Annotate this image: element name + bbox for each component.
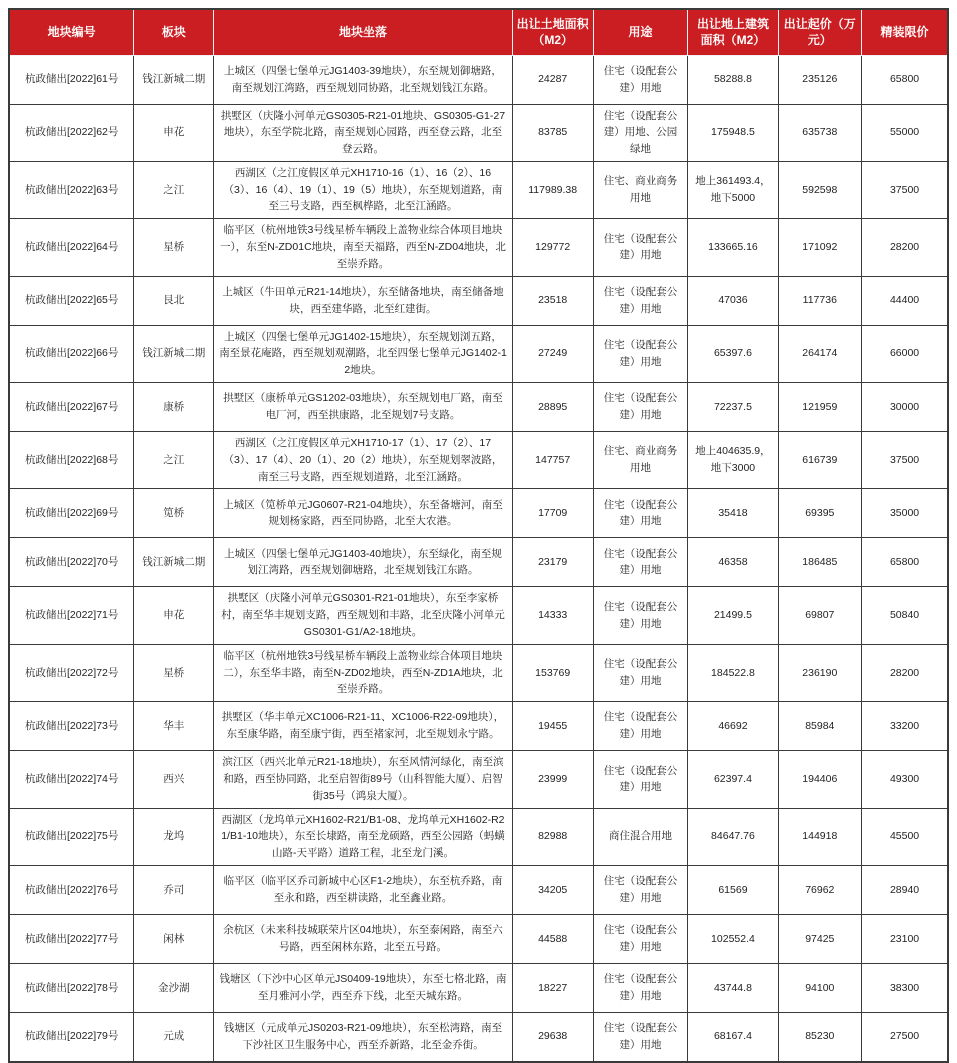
table-row [9,866,948,915]
cell-usage: 住宅（设配套公建）用地 [593,587,688,644]
table-row [9,161,948,218]
cell-land-area: 147757 [512,432,593,489]
cell-land-area: 19455 [512,702,593,751]
cell-district: 钱江新城二期 [134,538,214,587]
cell-building-area: 184522.8 [688,644,778,701]
cell-starting-price: 117736 [778,276,862,325]
cell-usage: 住宅（设配套公建）用地 [593,489,688,538]
cell-location: 临平区（杭州地铁3号线星桥车辆段上盖物业综合体项目地块二），东至华丰路，南至N-ZD02地块，西至N-ZD1A地块，北至崇乔路。 [214,644,513,701]
table-body [9,55,948,1062]
cell-plot-number: 杭政储出[2022]62号 [9,104,134,161]
cell-district: 钱江新城二期 [134,55,214,104]
cell-land-area: 27249 [512,325,593,382]
cell-decoration-price-cap: 66000 [862,325,948,382]
cell-land-area: 34205 [512,866,593,915]
cell-plot-number: 杭政储出[2022]67号 [9,383,134,432]
cell-location: 钱塘区（元成单元JS0203-R21-09地块），东至松湾路，南至下沙社区卫生服务中心，西至乔新路，北至金乔街。 [214,1013,513,1062]
col-header-district: 板块 [134,9,214,55]
cell-district: 星桥 [134,219,214,276]
table-header [9,9,948,55]
cell-plot-number: 杭政储出[2022]77号 [9,915,134,964]
col-header-land-area: 出让土地面积（M2） [512,9,593,55]
cell-district: 申花 [134,587,214,644]
table-row [9,964,948,1013]
cell-decoration-price-cap: 28940 [862,866,948,915]
cell-plot-number: 杭政储出[2022]73号 [9,702,134,751]
cell-usage: 住宅（设配套公建）用地 [593,751,688,808]
cell-district: 申花 [134,104,214,161]
cell-land-area: 83785 [512,104,593,161]
cell-building-area: 175948.5 [688,104,778,161]
cell-decoration-price-cap: 33200 [862,702,948,751]
cell-starting-price: 194406 [778,751,862,808]
cell-plot-number: 杭政储出[2022]63号 [9,161,134,218]
cell-starting-price: 76962 [778,866,862,915]
cell-building-area: 65397.6 [688,325,778,382]
cell-land-area: 82988 [512,808,593,865]
cell-district: 元成 [134,1013,214,1062]
cell-starting-price: 85230 [778,1013,862,1062]
cell-land-area: 153769 [512,644,593,701]
cell-land-area: 18227 [512,964,593,1013]
cell-district: 之江 [134,161,214,218]
cell-decoration-price-cap: 49300 [862,751,948,808]
col-header-plot-number: 地块编号 [9,9,134,55]
cell-district: 之江 [134,432,214,489]
col-header-building-area: 出让地上建筑面积（M2） [688,9,778,55]
table-row [9,808,948,865]
cell-land-area: 28895 [512,383,593,432]
cell-building-area: 地上404635.9，地下3000 [688,432,778,489]
table-row [9,489,948,538]
cell-plot-number: 杭政储出[2022]68号 [9,432,134,489]
cell-land-area: 29638 [512,1013,593,1062]
cell-starting-price: 97425 [778,915,862,964]
cell-decoration-price-cap: 28200 [862,644,948,701]
cell-building-area: 47036 [688,276,778,325]
header-row [9,9,948,55]
col-header-usage: 用途 [593,9,688,55]
cell-usage: 住宅（设配套公建）用地 [593,219,688,276]
col-header-starting-price: 出让起价（万元） [778,9,862,55]
cell-location: 拱墅区（庆隆小河单元GS0305-R21-01地块、GS0305-G1-27地块），东至学院北路，南至规划心园路，西至登云路，北至登云路。 [214,104,513,161]
table-row [9,538,948,587]
cell-usage: 住宅（设配套公建）用地 [593,538,688,587]
cell-location: 西湖区（龙坞单元XH1602-R21/B1-08、龙坞单元XH1602-R21/B1-10地块），东至长埭路，南至龙硕路，西至公园路（蚂蟥山路-天平路）道路工程，北至龙门溪。 [214,808,513,865]
cell-decoration-price-cap: 37500 [862,432,948,489]
cell-district: 星桥 [134,644,214,701]
cell-starting-price: 186485 [778,538,862,587]
table-row [9,915,948,964]
cell-building-area: 72237.5 [688,383,778,432]
cell-starting-price: 144918 [778,808,862,865]
cell-decoration-price-cap: 65800 [862,538,948,587]
cell-plot-number: 杭政储出[2022]65号 [9,276,134,325]
cell-location: 余杭区（未来科技城联荣片区04地块），东至泰闲路，南至六号路，西至闲林东路，北至五号路。 [214,915,513,964]
cell-usage: 商住混合用地 [593,808,688,865]
cell-location: 上城区（四堡七堡单元JG1403-39地块），东至规划御塘路，南至规划江湾路，西至规划同协路，北至规划钱江东路。 [214,55,513,104]
table-row [9,219,948,276]
cell-starting-price: 236190 [778,644,862,701]
cell-decoration-price-cap: 35000 [862,489,948,538]
cell-location: 西湖区（之江度假区单元XH1710-16（1）、16（2）、16（3）、16（4）、19（1）、19（5）地块），东至规划道路，南至三号支路，西至枫桦路，北至江涵路。 [214,161,513,218]
cell-building-area: 58288.8 [688,55,778,104]
cell-starting-price: 171092 [778,219,862,276]
cell-building-area: 68167.4 [688,1013,778,1062]
cell-location: 拱墅区（康桥单元GS1202-03地块），东至规划电厂路，南至电厂河，西至拱康路，北至规划7号支路。 [214,383,513,432]
cell-building-area: 62397.4 [688,751,778,808]
cell-plot-number: 杭政储出[2022]79号 [9,1013,134,1062]
cell-district: 钱江新城二期 [134,325,214,382]
cell-plot-number: 杭政储出[2022]64号 [9,219,134,276]
cell-building-area: 102552.4 [688,915,778,964]
cell-building-area: 43744.8 [688,964,778,1013]
cell-plot-number: 杭政储出[2022]69号 [9,489,134,538]
cell-decoration-price-cap: 45500 [862,808,948,865]
cell-plot-number: 杭政储出[2022]74号 [9,751,134,808]
cell-location: 临平区（临平区乔司新城中心区F1-2地块），东至杭乔路，南至永和路，西至耕读路，北至鑫业路。 [214,866,513,915]
cell-plot-number: 杭政储出[2022]71号 [9,587,134,644]
cell-building-area: 133665.16 [688,219,778,276]
cell-building-area: 地上361493.4，地下5000 [688,161,778,218]
cell-usage: 住宅（设配套公建）用地 [593,644,688,701]
cell-decoration-price-cap: 30000 [862,383,948,432]
cell-starting-price: 69395 [778,489,862,538]
cell-decoration-price-cap: 44400 [862,276,948,325]
cell-starting-price: 635738 [778,104,862,161]
cell-decoration-price-cap: 27500 [862,1013,948,1062]
cell-usage: 住宅（设配套公建）用地 [593,866,688,915]
cell-location: 临平区（杭州地铁3号线星桥车辆段上盖物业综合体项目地块一），东至N-ZD01C地块，南至天福路，西至N-ZD04地块，北至崇乔路。 [214,219,513,276]
cell-location: 钱塘区（下沙中心区单元JS0409-19地块），东至七格北路，南至月雅河小学，西至乔下线，北至天城东路。 [214,964,513,1013]
cell-plot-number: 杭政储出[2022]70号 [9,538,134,587]
cell-building-area: 84647.76 [688,808,778,865]
cell-district: 金沙湖 [134,964,214,1013]
cell-usage: 住宅（设配套公建）用地 [593,915,688,964]
cell-starting-price: 616739 [778,432,862,489]
table-row [9,325,948,382]
cell-location: 上城区（牛田单元R21-14地块），东至储备地块，南至储备地块，西至建华路，北至红建街。 [214,276,513,325]
cell-location: 上城区（笕桥单元JG0607-R21-04地块），东至备塘河，南至规划杨家路，西至同协路，北至大农港。 [214,489,513,538]
cell-starting-price: 69807 [778,587,862,644]
cell-district: 笕桥 [134,489,214,538]
table-row [9,383,948,432]
cell-plot-number: 杭政储出[2022]76号 [9,866,134,915]
table-row [9,55,948,104]
cell-land-area: 14333 [512,587,593,644]
cell-building-area: 46358 [688,538,778,587]
table-row [9,276,948,325]
cell-plot-number: 杭政储出[2022]66号 [9,325,134,382]
cell-land-area: 23179 [512,538,593,587]
cell-starting-price: 94100 [778,964,862,1013]
cell-building-area: 21499.5 [688,587,778,644]
cell-plot-number: 杭政储出[2022]78号 [9,964,134,1013]
cell-district: 乔司 [134,866,214,915]
cell-decoration-price-cap: 65800 [862,55,948,104]
cell-plot-number: 杭政储出[2022]72号 [9,644,134,701]
cell-decoration-price-cap: 28200 [862,219,948,276]
cell-building-area: 35418 [688,489,778,538]
cell-land-area: 23999 [512,751,593,808]
cell-usage: 住宅（设配套公建）用地 [593,964,688,1013]
cell-usage: 住宅、商业商务用地 [593,161,688,218]
cell-land-area: 17709 [512,489,593,538]
cell-land-area: 44588 [512,915,593,964]
cell-district: 闲林 [134,915,214,964]
cell-location: 拱墅区（华丰单元XC1006-R21-11、XC1006-R22-09地块），东至康华路，南至康宁街，西至褚家河，北至规划永宁路。 [214,702,513,751]
table-row [9,587,948,644]
table-row [9,751,948,808]
table-row [9,644,948,701]
cell-decoration-price-cap: 38300 [862,964,948,1013]
col-header-location: 地块坐落 [214,9,513,55]
land-auction-table [8,8,949,1063]
cell-starting-price: 121959 [778,383,862,432]
cell-decoration-price-cap: 37500 [862,161,948,218]
cell-decoration-price-cap: 50840 [862,587,948,644]
cell-plot-number: 杭政储出[2022]75号 [9,808,134,865]
cell-land-area: 117989.38 [512,161,593,218]
table-row [9,702,948,751]
cell-district: 华丰 [134,702,214,751]
cell-land-area: 23518 [512,276,593,325]
cell-district: 西兴 [134,751,214,808]
cell-usage: 住宅（设配套公建）用地、公园绿地 [593,104,688,161]
cell-land-area: 24287 [512,55,593,104]
cell-starting-price: 85984 [778,702,862,751]
cell-starting-price: 264174 [778,325,862,382]
cell-location: 拱墅区（庆隆小河单元GS0301-R21-01地块），东至李家桥村，南至华丰规划支路，西至规划和丰路，北至庆隆小河单元GS0301-G1/A2-18地块。 [214,587,513,644]
cell-usage: 住宅、商业商务用地 [593,432,688,489]
cell-plot-number: 杭政储出[2022]61号 [9,55,134,104]
cell-district: 艮北 [134,276,214,325]
cell-starting-price: 235126 [778,55,862,104]
cell-location: 上城区（四堡七堡单元JG1403-40地块），东至绿化，南至规划江湾路，西至规划御塘路，北至规划钱江东路。 [214,538,513,587]
col-header-decoration-price-cap: 精装限价 [862,9,948,55]
cell-usage: 住宅（设配套公建）用地 [593,276,688,325]
cell-district: 康桥 [134,383,214,432]
cell-building-area: 46692 [688,702,778,751]
cell-location: 西湖区（之江度假区单元XH1710-17（1）、17（2）、17（3）、17（4）、20（1）、20（2）地块），东至规划翠波路，南至三号支路，西至规划道路，北至江涵路。 [214,432,513,489]
cell-location: 上城区（四堡七堡单元JG1402-15地块），东至规划浏五路，南至景花庵路，西至规划观潮路，北至四堡七堡单元JG1402-12地块。 [214,325,513,382]
cell-land-area: 129772 [512,219,593,276]
cell-decoration-price-cap: 55000 [862,104,948,161]
cell-usage: 住宅（设配套公建）用地 [593,702,688,751]
cell-location: 滨江区（西兴北单元R21-18地块），东至风情河绿化，南至滨和路，西至协同路，北至启智街89号（山科智能大厦）、启智街35号（鸿泉大厦）。 [214,751,513,808]
table-row [9,1013,948,1062]
cell-decoration-price-cap: 23100 [862,915,948,964]
cell-starting-price: 592598 [778,161,862,218]
cell-usage: 住宅（设配套公建）用地 [593,1013,688,1062]
cell-district: 龙坞 [134,808,214,865]
cell-usage: 住宅（设配套公建）用地 [593,55,688,104]
table-row [9,432,948,489]
cell-usage: 住宅（设配套公建）用地 [593,383,688,432]
cell-building-area: 61569 [688,866,778,915]
cell-usage: 住宅（设配套公建）用地 [593,325,688,382]
table-row [9,104,948,161]
